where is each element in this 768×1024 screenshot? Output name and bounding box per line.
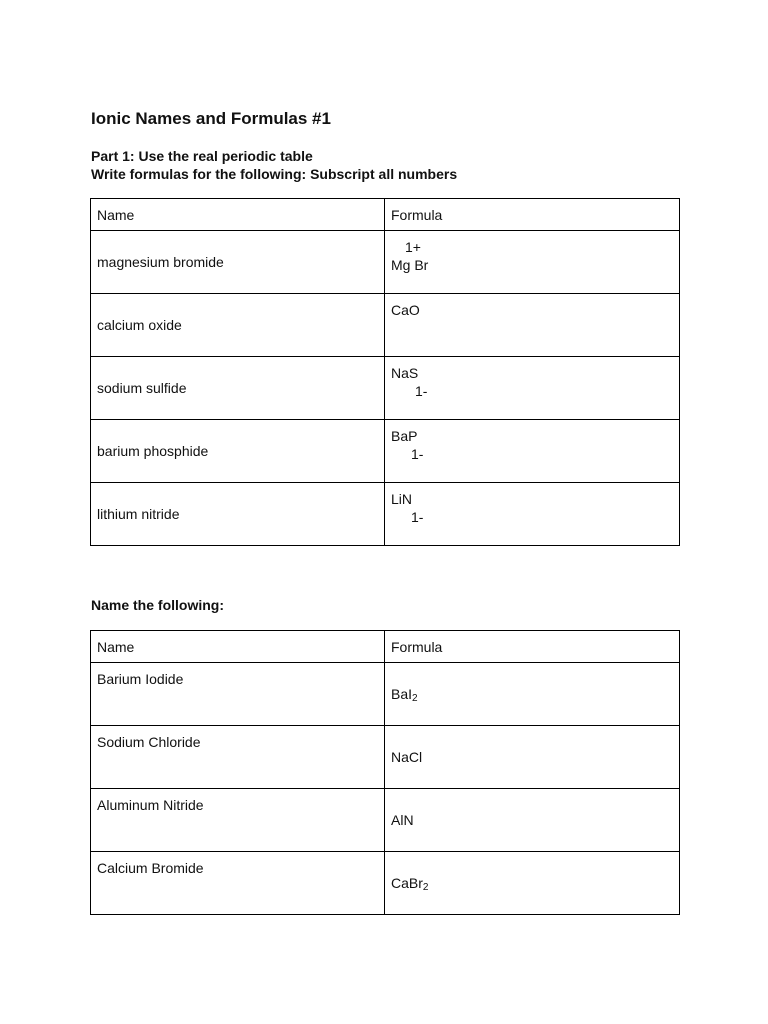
charge-annotation: 1- — [411, 509, 424, 525]
names-table — [90, 630, 680, 915]
compound-name: lithium nitride — [91, 483, 385, 546]
charge-annotation: 1- — [411, 446, 424, 462]
formula-column-header: Formula — [385, 631, 680, 663]
table-row — [91, 789, 680, 852]
formula-column-header: Formula — [385, 199, 680, 231]
formula-answer[interactable] — [385, 420, 680, 483]
table-row — [91, 483, 680, 546]
compound-name[interactable]: Calcium Bromide — [91, 852, 385, 915]
compound-name: magnesium bromide — [91, 231, 385, 294]
formula-subscript: 2 — [422, 881, 429, 893]
compound-name[interactable]: Aluminum Nitride — [91, 789, 385, 852]
compound-name[interactable]: Sodium Chloride — [91, 726, 385, 789]
formula-text: CaO — [391, 302, 420, 318]
table-row — [91, 420, 680, 483]
compound-name: barium phosphide — [91, 420, 385, 483]
formula-text: BaI — [391, 685, 413, 702]
charge-annotation: 1+ — [405, 239, 421, 255]
formula-answer[interactable] — [385, 483, 680, 546]
formula-cell — [385, 663, 680, 726]
formula-answer[interactable] — [385, 231, 680, 294]
section2-heading: Name the following: — [91, 597, 224, 613]
table-header-row — [91, 199, 680, 231]
formula-text: NaS — [391, 365, 419, 381]
formula-cell — [385, 852, 680, 915]
part1-instructions — [91, 147, 457, 183]
formula-answer[interactable] — [385, 294, 680, 357]
compound-name[interactable]: Barium Iodide — [91, 663, 385, 726]
table-row — [91, 231, 680, 294]
formula-text: LiN — [391, 491, 413, 507]
table-row — [91, 663, 680, 726]
table-row — [91, 357, 680, 420]
formula-text: NaCl — [391, 748, 423, 765]
compound-name: calcium oxide — [91, 294, 385, 357]
table-header-row — [91, 631, 680, 663]
table-row — [91, 294, 680, 357]
formula-cell — [385, 726, 680, 789]
formula-text: Mg Br — [391, 257, 429, 273]
formula-subscript: 2 — [412, 692, 418, 704]
formulas-table — [90, 198, 680, 546]
charge-annotation: 1- — [415, 383, 428, 399]
table-row — [91, 852, 680, 915]
formula-cell — [385, 789, 680, 852]
part1-line1: Part 1: Use the real periodic table — [91, 148, 313, 164]
formula-answer[interactable] — [385, 357, 680, 420]
formula-text: AlN — [391, 811, 414, 828]
compound-name: sodium sulfide — [91, 357, 385, 420]
name-column-header: Name — [91, 631, 385, 663]
worksheet-title: Ionic Names and Formulas #1 — [91, 109, 331, 128]
name-column-header: Name — [91, 199, 385, 231]
table-row — [91, 726, 680, 789]
formula-text: BaP — [391, 428, 418, 444]
formula-text: CaBr — [391, 874, 423, 891]
part1-line2: Write formulas for the following: Subscript all numbers — [91, 166, 458, 182]
